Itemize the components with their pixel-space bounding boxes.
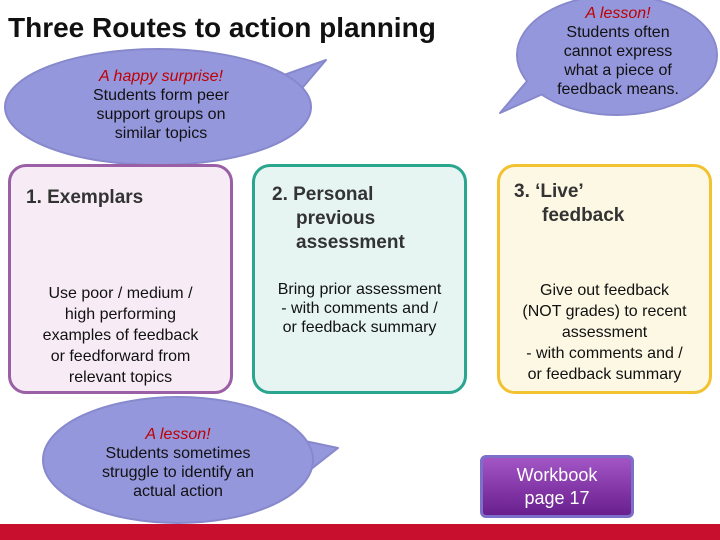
card-body-line: (NOT grades) to recent bbox=[522, 303, 687, 320]
card-heading-line: feedback bbox=[542, 205, 625, 226]
bubble-top-right-text bbox=[540, 4, 696, 99]
card-body-line: high performing bbox=[64, 306, 177, 323]
bubble-line: feedback means. bbox=[557, 81, 679, 98]
card-body-line: or feedback summary bbox=[282, 319, 437, 336]
bubble-bottom-text bbox=[78, 425, 278, 501]
bubble-line: what a piece of bbox=[564, 62, 672, 79]
card-heading-line: 3. ‘Live’ bbox=[514, 181, 584, 202]
card-body-line: or feedforward from bbox=[50, 348, 191, 365]
card-body-line: assessment bbox=[561, 324, 648, 341]
card-heading-personal-assessment bbox=[272, 183, 405, 255]
card-body-line: - with comments and / bbox=[281, 300, 438, 317]
card-body-personal-assessment bbox=[256, 280, 463, 337]
card-heading-line: 1. Exemplars bbox=[26, 187, 144, 208]
bubble-line: Students sometimes bbox=[105, 445, 251, 462]
card-body-exemplars bbox=[12, 283, 229, 388]
bubble-line: Students often bbox=[566, 24, 670, 41]
bubble-line: Students form peer bbox=[92, 87, 230, 104]
card-body-line: Give out feedback bbox=[540, 282, 669, 299]
card-body-line: - with comments and / bbox=[526, 345, 683, 362]
card-body-line: or feedback summary bbox=[527, 366, 682, 383]
bubble-bottom-highlight: A lesson! bbox=[145, 426, 211, 443]
workbook-label-line: Workbook bbox=[516, 465, 598, 485]
card-body-line: Bring prior assessment bbox=[277, 281, 442, 298]
card-body-line: examples of feedback bbox=[42, 327, 199, 344]
bubble-line: support groups on bbox=[96, 106, 226, 123]
bubble-line: struggle to identify an bbox=[101, 464, 255, 481]
card-heading-live-feedback bbox=[514, 180, 624, 228]
card-body-line: Use poor / medium / bbox=[48, 285, 193, 302]
card-heading-line: 2. Personal bbox=[272, 184, 374, 205]
bubble-line: actual action bbox=[133, 483, 223, 500]
bubble-top-right-highlight: A lesson! bbox=[585, 5, 651, 22]
slide-title: Three Routes to action planning bbox=[8, 12, 436, 43]
bubble-top-left-highlight: A happy surprise! bbox=[99, 68, 223, 85]
card-heading-line: assessment bbox=[296, 232, 405, 253]
bubble-top-left-text bbox=[56, 67, 266, 143]
workbook-label-line: page 17 bbox=[524, 488, 590, 508]
bubble-line: cannot express bbox=[563, 43, 673, 60]
card-body-line: relevant topics bbox=[68, 369, 173, 386]
bottom-accent-bar bbox=[0, 524, 720, 540]
card-body-live-feedback bbox=[500, 280, 709, 385]
bubble-line: similar topics bbox=[114, 125, 208, 142]
workbook-page-button[interactable] bbox=[480, 455, 634, 518]
card-heading-exemplars bbox=[26, 186, 143, 210]
card-heading-line: previous bbox=[296, 208, 376, 229]
